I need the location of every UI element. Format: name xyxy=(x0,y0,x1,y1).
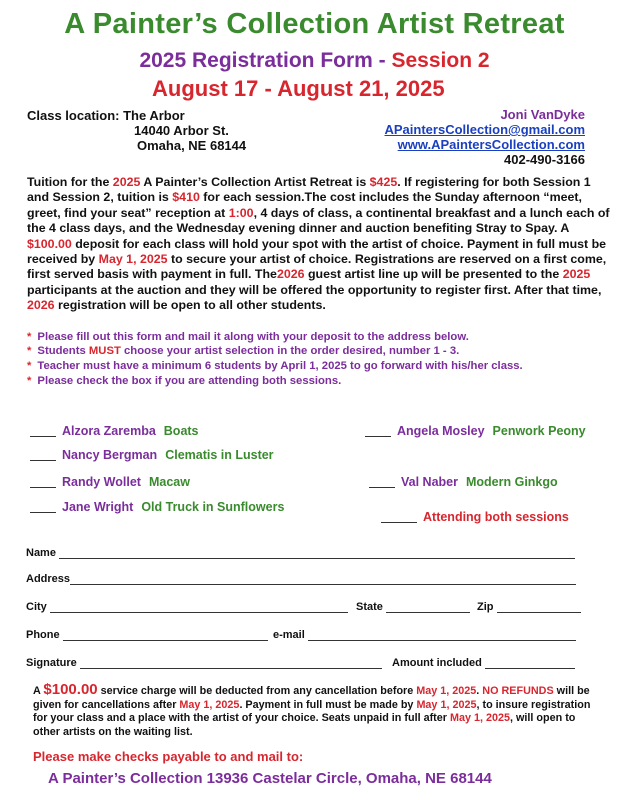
checks-payable: Please make checks payable to and mail to: xyxy=(33,749,304,764)
artist-option[interactable]: Angela Mosley Penwork Peony xyxy=(365,424,586,438)
artist-option[interactable]: Randy Wollet Macaw xyxy=(30,475,190,489)
city-field[interactable]: City xyxy=(26,601,348,613)
artist-option[interactable]: Alzora Zaremba Boats xyxy=(30,424,199,438)
artist-option[interactable]: Val Naber Modern Ginkgo xyxy=(369,475,558,489)
rank-blank[interactable] xyxy=(365,436,391,437)
rank-blank[interactable] xyxy=(30,460,56,461)
phone-field[interactable]: Phone xyxy=(26,629,268,641)
contact-email[interactable] xyxy=(385,122,586,138)
state-field[interactable]: State xyxy=(356,601,470,613)
rank-blank[interactable] xyxy=(30,512,56,513)
artist-option[interactable]: Jane Wright Old Truck in Sunflowers xyxy=(30,500,284,514)
intro-paragraph: Tuition for the 2025 A Painter’s Collection Artist Retreat is $425. If registering for both Session 1 and Session 2, tuition is $410 for each session.The cost includes the Sunday afternoon “meet, greet, find your seat” reception at 1:00, 4 days of class, a continental breakfast and a lunch each of the 4 class days, and the Wednesday evening dinner and auction benefiting Stray to Spay. A $100.00 deposit for each class will hold your spot with the artist of choice. Payment in full must be received by May 1, 2025 to secure your artist of choice. Registrations are reserved on a first come, first served basis with payment in full. The2026 guest artist line up will be presented to the 2025 participants at the auction and they will be offered the opportunity to register first. After that time, 2026 registration will be open to all other students. xyxy=(27,175,610,313)
contact-name: Joni VanDyke xyxy=(500,107,585,122)
rank-blank[interactable] xyxy=(30,436,56,437)
signature-field[interactable]: Signature xyxy=(26,657,382,669)
note-4: * Please check the box if you are attending both sessions. xyxy=(27,375,342,387)
cancellation-policy: A $100.00 service charge will be deducted from any cancellation before May 1, 2025. NO REFUNDS will be given for cancellations after May 1, 2025. Payment in full must be made by May 1, 2025, to insure registration for your class and a place with the artist of your choice. Seats unpaid in full after May 1, 2025, will open to other artists on the waiting list. xyxy=(33,681,591,738)
zip-field[interactable]: Zip xyxy=(477,601,581,613)
both-sessions-option[interactable]: Attending both sessions xyxy=(381,510,569,524)
address-field[interactable]: Address xyxy=(26,573,576,585)
note-1: * Please fill out this form and mail it along with your deposit to the address below. xyxy=(27,331,469,343)
retreat-dates: August 17 - August 21, 2025 xyxy=(152,76,445,101)
website-link[interactable]: www.APaintersCollection.com xyxy=(397,137,585,152)
class-location: Class location: The Arbor xyxy=(27,108,185,123)
rank-blank[interactable] xyxy=(369,487,395,488)
email-field[interactable]: e-mail xyxy=(273,629,576,641)
rank-blank[interactable] xyxy=(30,487,56,488)
location-street: 14040 Arbor St. xyxy=(134,123,229,138)
artist-option[interactable]: Nancy Bergman Clematis in Luster xyxy=(30,448,274,462)
email-link[interactable]: APaintersCollection@gmail.com xyxy=(384,122,585,137)
mailing-address: A Painter’s Collection 13936 Castelar Circle, Omaha, NE 68144 xyxy=(48,770,492,787)
location-city: Omaha, NE 68144 xyxy=(137,138,247,153)
page-title: A Painter’s Collection Artist Retreat xyxy=(64,8,565,40)
contact-website[interactable] xyxy=(398,137,585,153)
both-sessions-blank[interactable] xyxy=(381,522,417,523)
name-field[interactable]: Name xyxy=(26,547,575,559)
subtitle-session: Session 2 xyxy=(391,49,490,72)
contact-phone: 402-490-3166 xyxy=(504,152,585,167)
note-3: * Teacher must have a minimum 6 students by April 1, 2025 to go forward with his/her class. xyxy=(27,360,523,372)
form-subtitle xyxy=(0,49,629,73)
subtitle-main: 2025 Registration Form - xyxy=(139,49,392,72)
amount-field[interactable]: Amount included xyxy=(392,657,575,669)
note-2: * Students MUST choose your artist selection in the order desired, number 1 - 3. xyxy=(27,345,460,357)
